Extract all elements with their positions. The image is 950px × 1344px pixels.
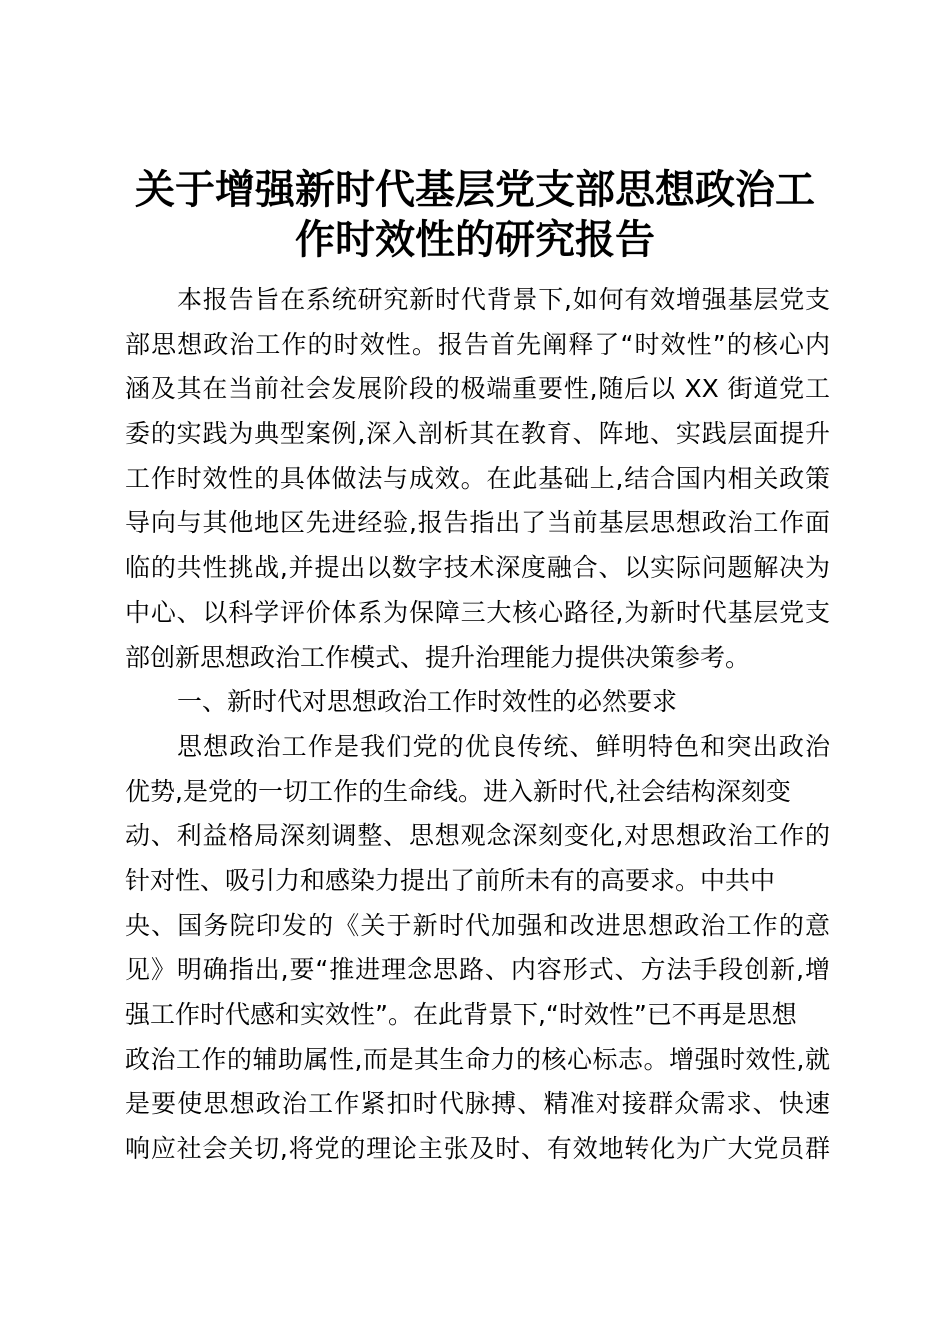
paragraph-line: 部思想政治工作的时效性。报告首先阐释了“时效性”的核心内 xyxy=(125,329,830,359)
paragraph-line: 响应社会关切,将党的理论主张及时、有效地转化为广大党员群 xyxy=(125,1134,830,1164)
paragraph-line: 优势,是党的一切工作的生命线。进入新时代,社会结构深刻变 xyxy=(125,776,791,806)
paragraph-line: 见》明确指出,要“推进理念思路、内容形式、方法手段创新,增 xyxy=(125,955,830,985)
paragraph-line: 动、利益格局深刻调整、思想观念深刻变化,对思想政治工作的 xyxy=(125,821,830,851)
title-line: 作时效性的研究报告 xyxy=(295,217,655,263)
paragraph-line: 委的实践为典型案例,深入剖析其在教育、阵地、实践层面提升 xyxy=(125,419,830,449)
paragraph-line: 部创新思想政治工作模式、提升治理能力提供决策参考。 xyxy=(125,642,751,672)
paragraph-line: 央、国务院印发的《关于新时代加强和改进思想政治工作的意 xyxy=(125,910,830,940)
paragraph-line: 导向与其他地区先进经验,报告指出了当前基层思想政治工作面 xyxy=(125,508,830,538)
paragraph-line: 临的共性挑战,并提出以数字技术深度融合、以实际问题解决为 xyxy=(125,553,830,583)
paragraph-line: 是要使思想政治工作紧扣时代脉搏、精准对接群众需求、快速 xyxy=(125,1089,830,1119)
paragraph-line: 政治工作的辅助属性,而是其生命力的核心标志。增强时效性,就 xyxy=(125,1044,830,1074)
paragraph-line: 强工作时代感和实效性”。在此背景下,“时效性”已不再是思想 xyxy=(125,1000,797,1029)
section-heading: 一、新时代对思想政治工作时效性的必然要求 xyxy=(177,687,678,717)
paragraph-line: 涵及其在当前社会发展阶段的极端重要性,随后以 XX 街道党工 xyxy=(125,374,830,404)
paragraph-line: 本报告旨在系统研究新时代背景下,如何有效增强基层党支 xyxy=(177,285,830,314)
document-title xyxy=(110,165,840,265)
title-line: 关于增强新时代基层党支部思想政治工 xyxy=(135,167,815,213)
paragraph-line: 针对性、吸引力和感染力提出了前所未有的高要求。中共中 xyxy=(125,865,776,895)
paragraph-line: 思想政治工作是我们党的优良传统、鲜明特色和突出政治 xyxy=(177,731,830,761)
document-body xyxy=(125,278,830,1172)
paragraph-line: 工作时效性的具体做法与成效。在此基础上,结合国内相关政策 xyxy=(125,463,830,493)
paragraph-line: 中心、以科学评价体系为保障三大核心路径,为新时代基层党支 xyxy=(125,597,830,627)
